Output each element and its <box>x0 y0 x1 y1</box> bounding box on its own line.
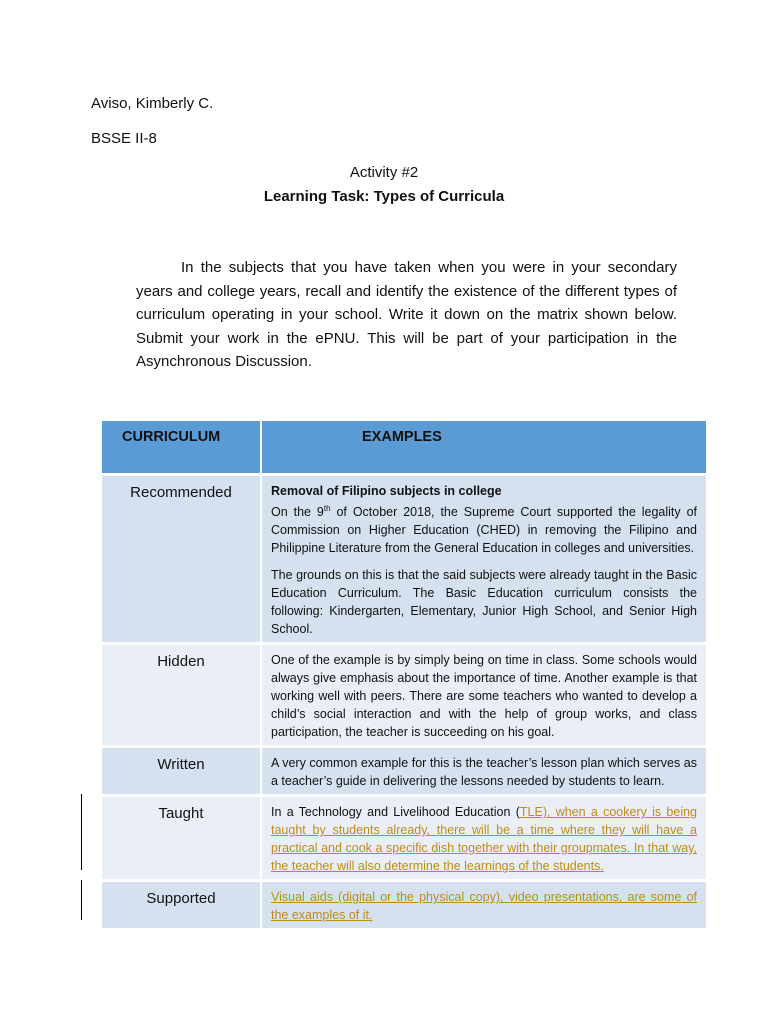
row-hidden <box>102 645 706 745</box>
taught-text-highlight: TLE), when a cookery is being taught by students already, there will be a time where they will have a practical and cook a specific dish together with their groupmates. In that way, the teacher will also determine the learnings of the students. <box>271 805 697 874</box>
taught-text-plain: In a Technology and Livelihood Education ( <box>271 805 520 820</box>
row-label-recommended: Recommended <box>102 476 262 642</box>
row-body-recommended <box>262 476 706 642</box>
row-supported <box>102 882 706 928</box>
row-written <box>102 748 706 794</box>
row-body-taught <box>262 797 706 879</box>
matrix-header-row <box>102 421 706 473</box>
row-label-written: Written <box>102 748 262 794</box>
row-body-hidden: One of the example is by simply being on time in class. Some schools would always give emphasis about the importance of time. Another example is that working well with peers. There are some teachers who wanted to develop a child’s social interaction and with the help of group works, and class participation, the teacher is succeeding on his goal. <box>262 645 706 745</box>
row-label-hidden: Hidden <box>102 645 262 745</box>
student-name: Aviso, Kimberly C. <box>91 95 214 112</box>
recommended-p1-before: On the 9 <box>271 505 324 520</box>
instructions-paragraph: In the subjects that you have taken when you were in your secondary years and college years, recall and identify the existence of the different types of curriculum operating in your school. Write it down on the matrix shown below. Submit your work in the ePNU. This will be part of your participation in the Asynchronous Discussion. <box>136 259 677 371</box>
row-body-written: A very common example for this is the teacher’s lesson plan which serves as a teacher’s guide in delivering the lessons needed by students to learn. <box>262 748 706 794</box>
header-curriculum: CURRICULUM <box>102 421 262 473</box>
task-title: Learning Task: Types of Curricula <box>263 188 505 205</box>
row-label-supported: Supported <box>102 882 262 928</box>
activity-number: Activity #2 <box>349 164 419 181</box>
change-bar-supported <box>81 880 82 920</box>
recommended-paragraph-1 <box>271 500 697 557</box>
recommended-heading: Removal of Filipino subjects in college <box>271 484 502 498</box>
recommended-paragraph-2: The grounds on this is that the said subjects were already taught in the Basic Education Curriculum. The Basic Education curriculum consists the following: Kindergarten, Elementary, Junior High School, and Senior High School. <box>271 568 697 637</box>
paragraph-spacer <box>271 557 697 566</box>
row-recommended <box>102 476 706 642</box>
row-label-taught: Taught <box>102 797 262 879</box>
row-body-supported <box>262 882 706 928</box>
curriculum-matrix <box>102 418 706 931</box>
recommended-p1-after: of October 2018, the Supreme Court supported the legality of Commission on Higher Education (CHED) in removing the Filipino and Philippine Literature from the General Education in colleges and universities. <box>271 505 698 556</box>
change-bar-taught <box>81 794 82 870</box>
header-examples: EXAMPLES <box>262 421 706 473</box>
supported-text-highlight: Visual aids (digital or the physical copy), video presentations, are some of the examples of it. <box>271 890 697 923</box>
recommended-p1-sup: th <box>323 504 331 513</box>
student-section: BSSE II-8 <box>91 130 157 147</box>
row-taught <box>102 797 706 879</box>
